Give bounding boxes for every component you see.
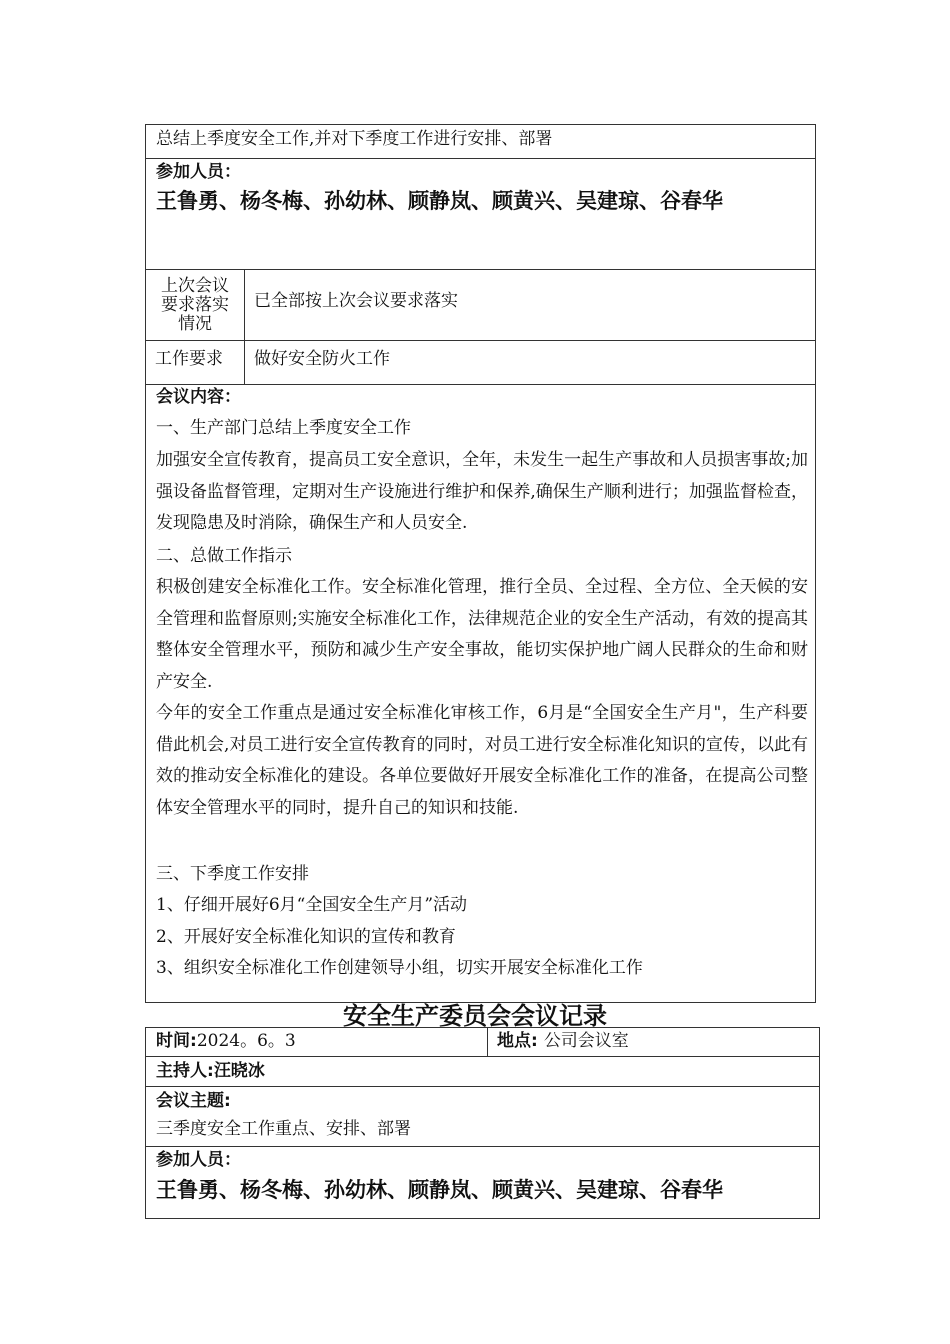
participants-label: 参加人员： [156,162,241,182]
participants-list: 王鲁勇、杨冬梅、孙幼林、顾静岚、顾黄兴、吴建琼、谷春华 [156,189,723,213]
plan-item: 2、开展好安全标准化知识的宣传和教育 [156,927,456,947]
section-heading: 三、下季度工作安排 [156,864,309,884]
section-heading: 一、生产部门总结上季度安全工作 [156,418,411,438]
work-requirement-value: 做好安全防火工作 [254,349,390,369]
row-divider [145,384,816,385]
place-value: 公司会议室 [543,1031,629,1051]
participants-list: 王鲁勇、杨冬梅、孙幼林、顾静岚、顾黄兴、吴建琼、谷春华 [156,1178,723,1202]
host-value: 汪晓冰 [213,1061,265,1081]
place-label: 地点: [497,1031,538,1051]
host-field [156,1060,265,1082]
last-meeting-value: 已全部按上次会议要求落实 [254,291,458,311]
last-meeting-label-line: 上次会议 [161,276,229,296]
last-meeting-label [146,277,244,334]
row-divider [145,1086,820,1087]
row-divider [145,1146,820,1147]
work-requirement-label: 工作要求 [155,349,223,369]
time-label: 时间: [156,1031,197,1051]
row-divider [145,158,816,159]
content-paragraph: 加强安全宣传教育，提高员工安全意识，全年，未发生一起生产事故和人员损害事故;加强设备监督管理，定期对生产设施进行维护和保养,确保生产顺利进行；加强监督检查，发现隐患及时消除，确保生产和人员安全. [156,450,808,533]
row-divider [145,1056,820,1057]
section-heading: 二、总做工作指示 [156,546,292,566]
host-label: 主持人: [156,1061,214,1081]
column-divider [244,269,245,384]
time-field [156,1030,296,1052]
column-divider [487,1027,488,1056]
last-meeting-label-line: 要求落实 [161,295,229,315]
last-meeting-label-line: 情况 [178,314,212,334]
topic-value: 三季度安全工作重点、安排、部署 [156,1119,411,1139]
content-paragraph: 积极创建安全标准化工作。安全标准化管理，推行全员、全过程、全方位、全天候的安全管理和监督原则;实施安全标准化工作，法律规范企业的安全生产活动，有效的提高其整体安全管理水平，预防和减少生产安全事故，能切实保护地广阔人民群众的生命和财产安全. [156,577,808,692]
row-divider [145,340,816,341]
plan-item: 1、仔细开展好6月“全国安全生产月”活动 [156,895,468,915]
topic-line: 总结上季度安全工作,并对下季度工作进行安排、部署 [156,129,553,149]
place-field [497,1030,629,1052]
participants-label: 参加人员： [156,1150,241,1170]
row-divider [145,269,816,270]
content-paragraph: 今年的安全工作重点是通过安全标准化审核工作，6月是“全国安全生产月"，生产科要借此机会,对员工进行安全宣传教育的同时，对员工进行安全标准化知识的宣传，以此有效的推动安全标准化的建设。各单位要做好开展安全标准化工作的准备，在提高公司整体安全管理水平的同时，提升自己的知识和技能. [156,703,808,818]
topic-label: 会议主题: [156,1091,231,1111]
content-label: 会议内容： [156,387,241,407]
document-title: 安全生产委员会会议记录 [343,1002,607,1030]
time-value: 2024。6。3 [196,1031,296,1051]
plan-item: 3、组织安全标准化工作创建领导小组，切实开展安全标准化工作 [156,958,643,978]
